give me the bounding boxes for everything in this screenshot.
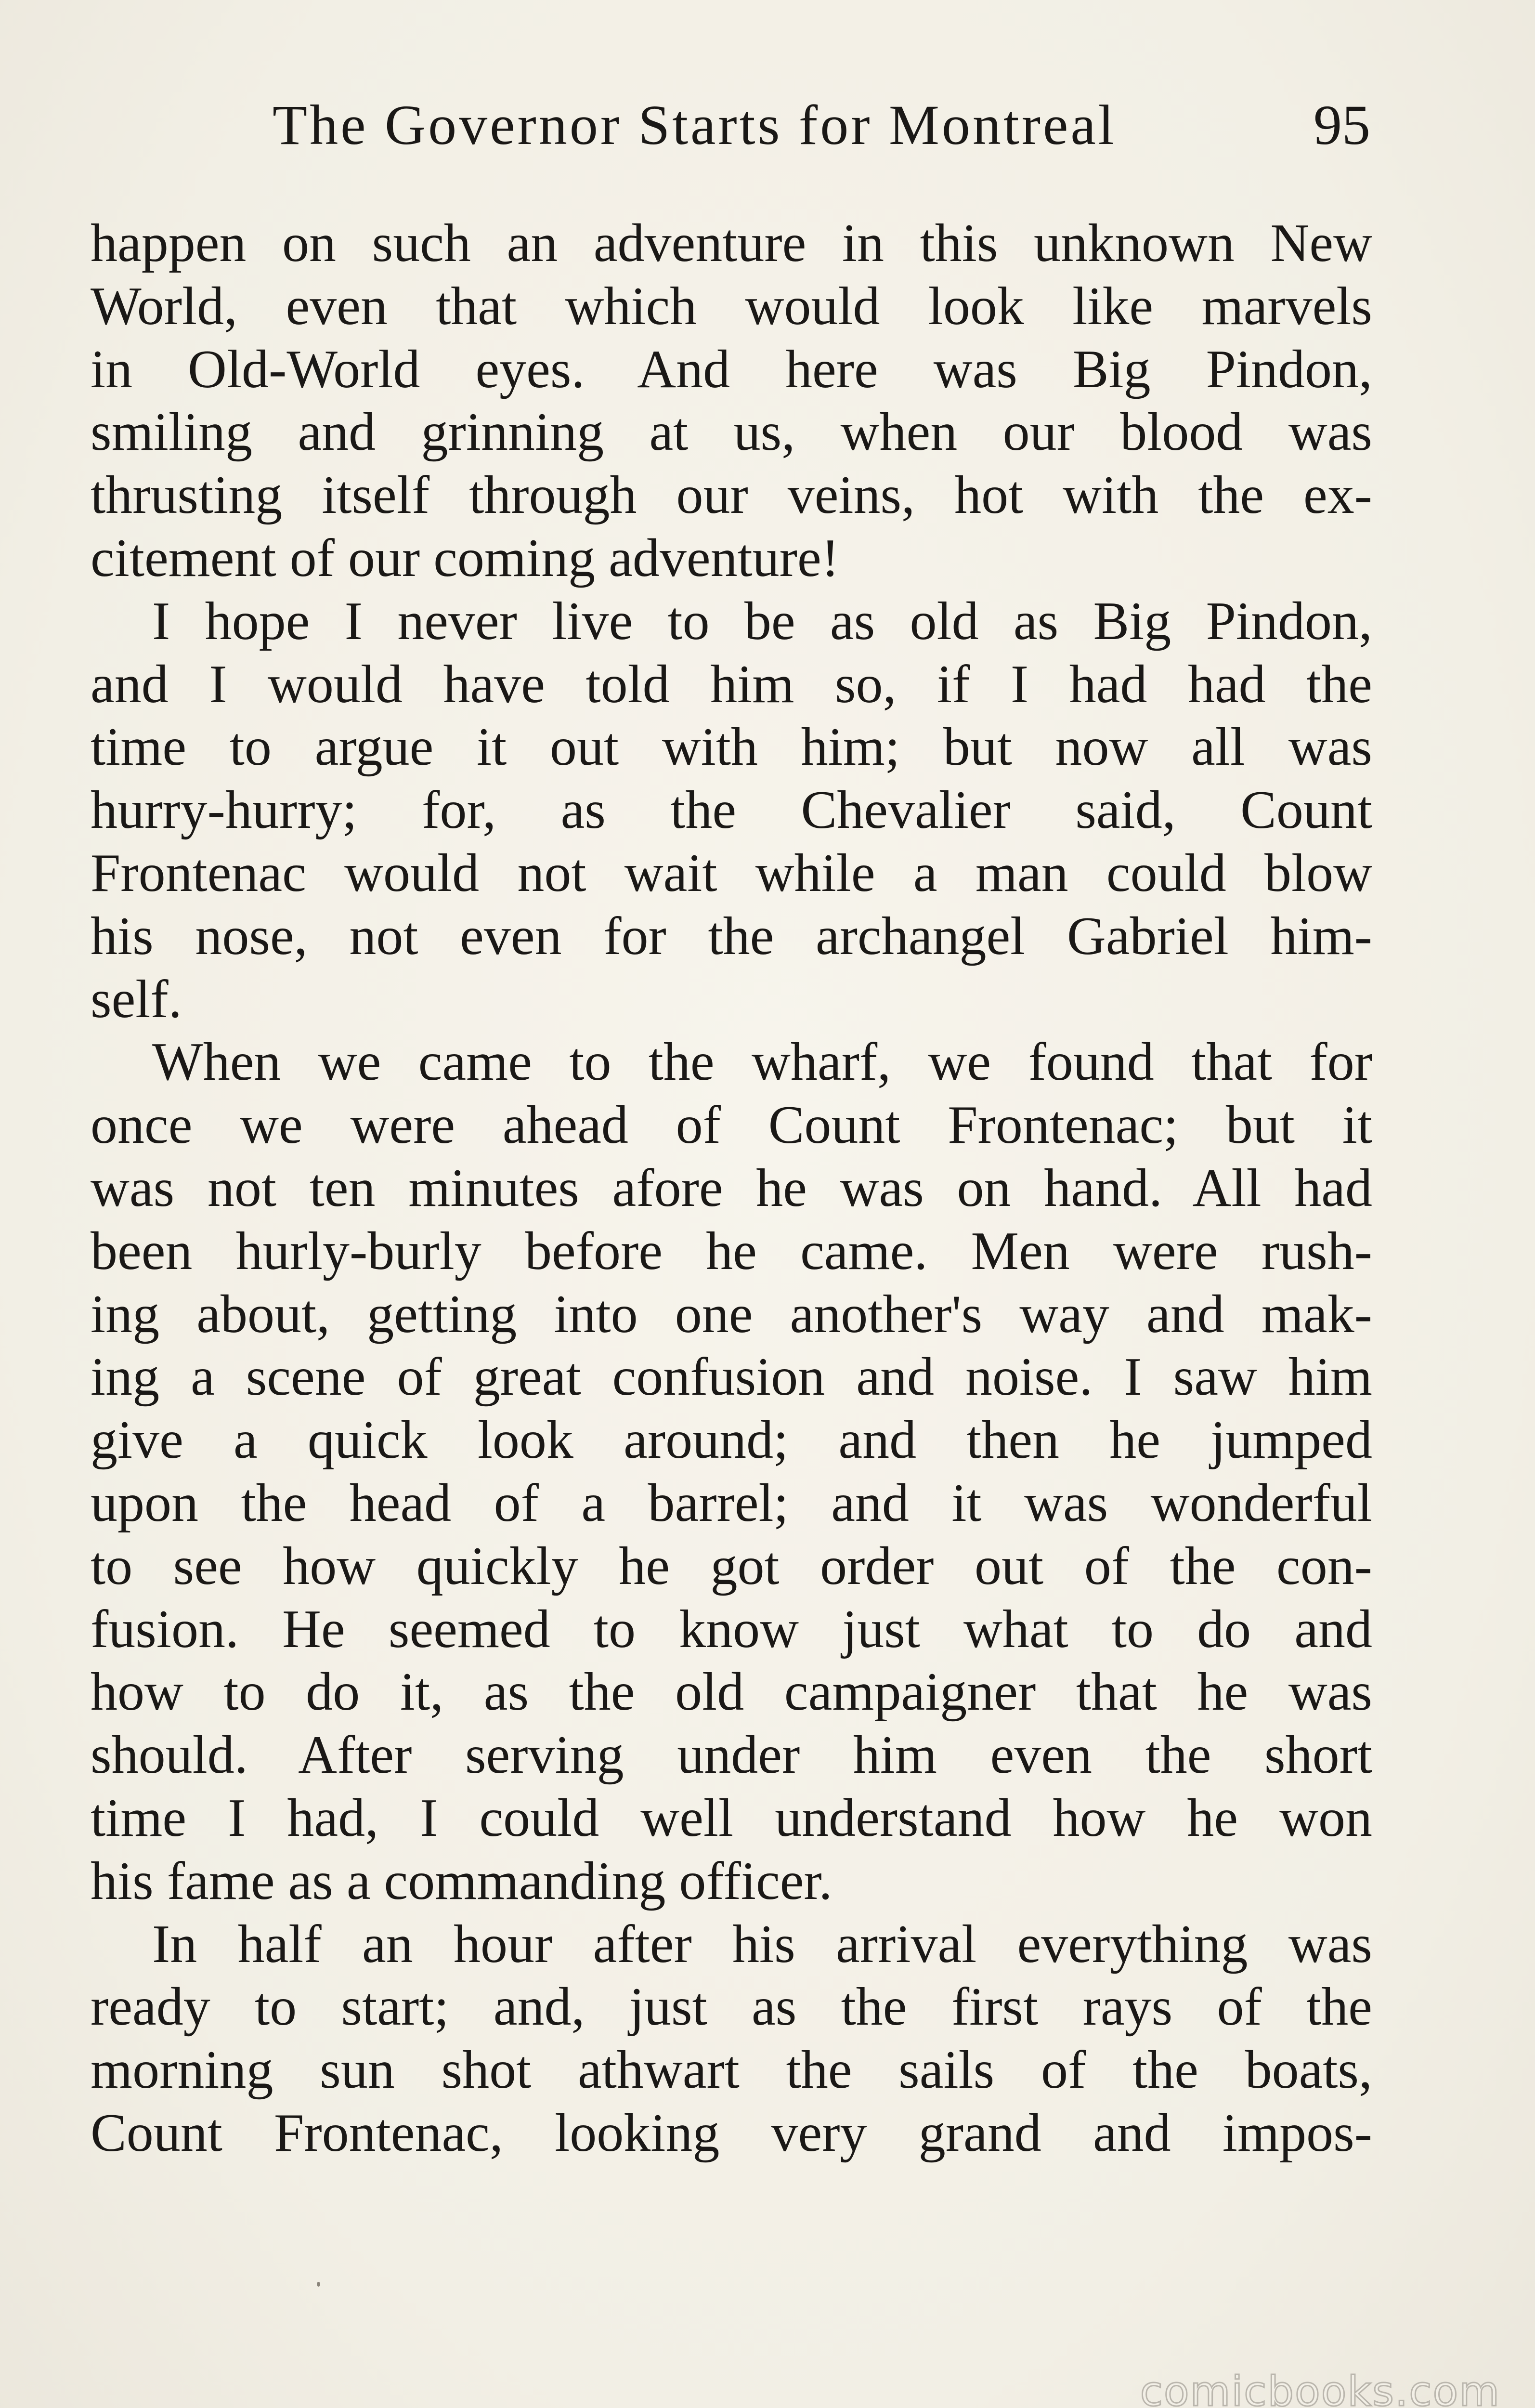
text-line: should. After serving under him even the short bbox=[91, 1725, 1372, 1785]
text-line: give a quick look around; and then he jumped bbox=[91, 1410, 1372, 1470]
text-line: I hope I never live to be as old as Big Pindon, bbox=[152, 591, 1372, 651]
text-line: In half an hour after his arrival everything was bbox=[152, 1914, 1372, 1974]
text-line: When we came to the wharf, we found that for bbox=[152, 1032, 1372, 1092]
text-line: to see how quickly he got order out of the con- bbox=[91, 1536, 1372, 1596]
text-line: been hurly-burly before he came. Men were rush- bbox=[91, 1221, 1372, 1281]
text-line: ing a scene of great confusion and noise. I saw him bbox=[91, 1347, 1372, 1407]
paper-speck bbox=[317, 2282, 320, 2287]
text-line: time I had, I could well understand how he won bbox=[91, 1788, 1372, 1848]
running-title: The Governor Starts for Montreal bbox=[273, 93, 1117, 157]
text-line: his fame as a commanding officer. bbox=[91, 1851, 833, 1911]
text-line: time to argue it out with him; but now all was bbox=[91, 717, 1372, 777]
text-line: Frontenac would not wait while a man could blow bbox=[91, 843, 1372, 903]
text-line: smiling and grinning at us, when our blood was bbox=[91, 402, 1372, 462]
body-text bbox=[91, 212, 1372, 2165]
text-line: hurry-hurry; for, as the Chevalier said, Count bbox=[91, 780, 1372, 840]
text-line: self. bbox=[91, 969, 182, 1029]
text-line: and I would have told him so, if I had had the bbox=[91, 654, 1372, 714]
text-line: ready to start; and, just as the first rays of the bbox=[91, 1977, 1372, 2037]
text-line: ing about, getting into one another's way and mak- bbox=[91, 1284, 1372, 1344]
text-line: upon the head of a barrel; and it was wonderful bbox=[91, 1473, 1372, 1533]
text-line: World, even that which would look like marvels bbox=[91, 276, 1372, 336]
text-line: morning sun shot athwart the sails of the boats, bbox=[91, 2040, 1372, 2100]
page-number: 95 bbox=[1314, 93, 1370, 157]
text-line: thrusting itself through our veins, hot with the ex- bbox=[91, 465, 1372, 525]
text-line: once we were ahead of Count Frontenac; but it bbox=[91, 1095, 1372, 1155]
text-line: fusion. He seemed to know just what to do and bbox=[91, 1599, 1372, 1659]
text-line: in Old-World eyes. And here was Big Pindon, bbox=[91, 339, 1372, 399]
page-header bbox=[273, 92, 1370, 159]
text-line: was not ten minutes afore he was on hand. All had bbox=[91, 1158, 1372, 1218]
watermark: comicbooks.com bbox=[1140, 2368, 1500, 2408]
text-line: his nose, not even for the archangel Gabriel him- bbox=[91, 906, 1372, 966]
text-line: citement of our coming adventure! bbox=[91, 528, 839, 588]
text-line: how to do it, as the old campaigner that he was bbox=[91, 1662, 1372, 1722]
text-line: Count Frontenac, looking very grand and impos- bbox=[91, 2103, 1372, 2163]
text-line: happen on such an adventure in this unknown New bbox=[91, 213, 1372, 273]
